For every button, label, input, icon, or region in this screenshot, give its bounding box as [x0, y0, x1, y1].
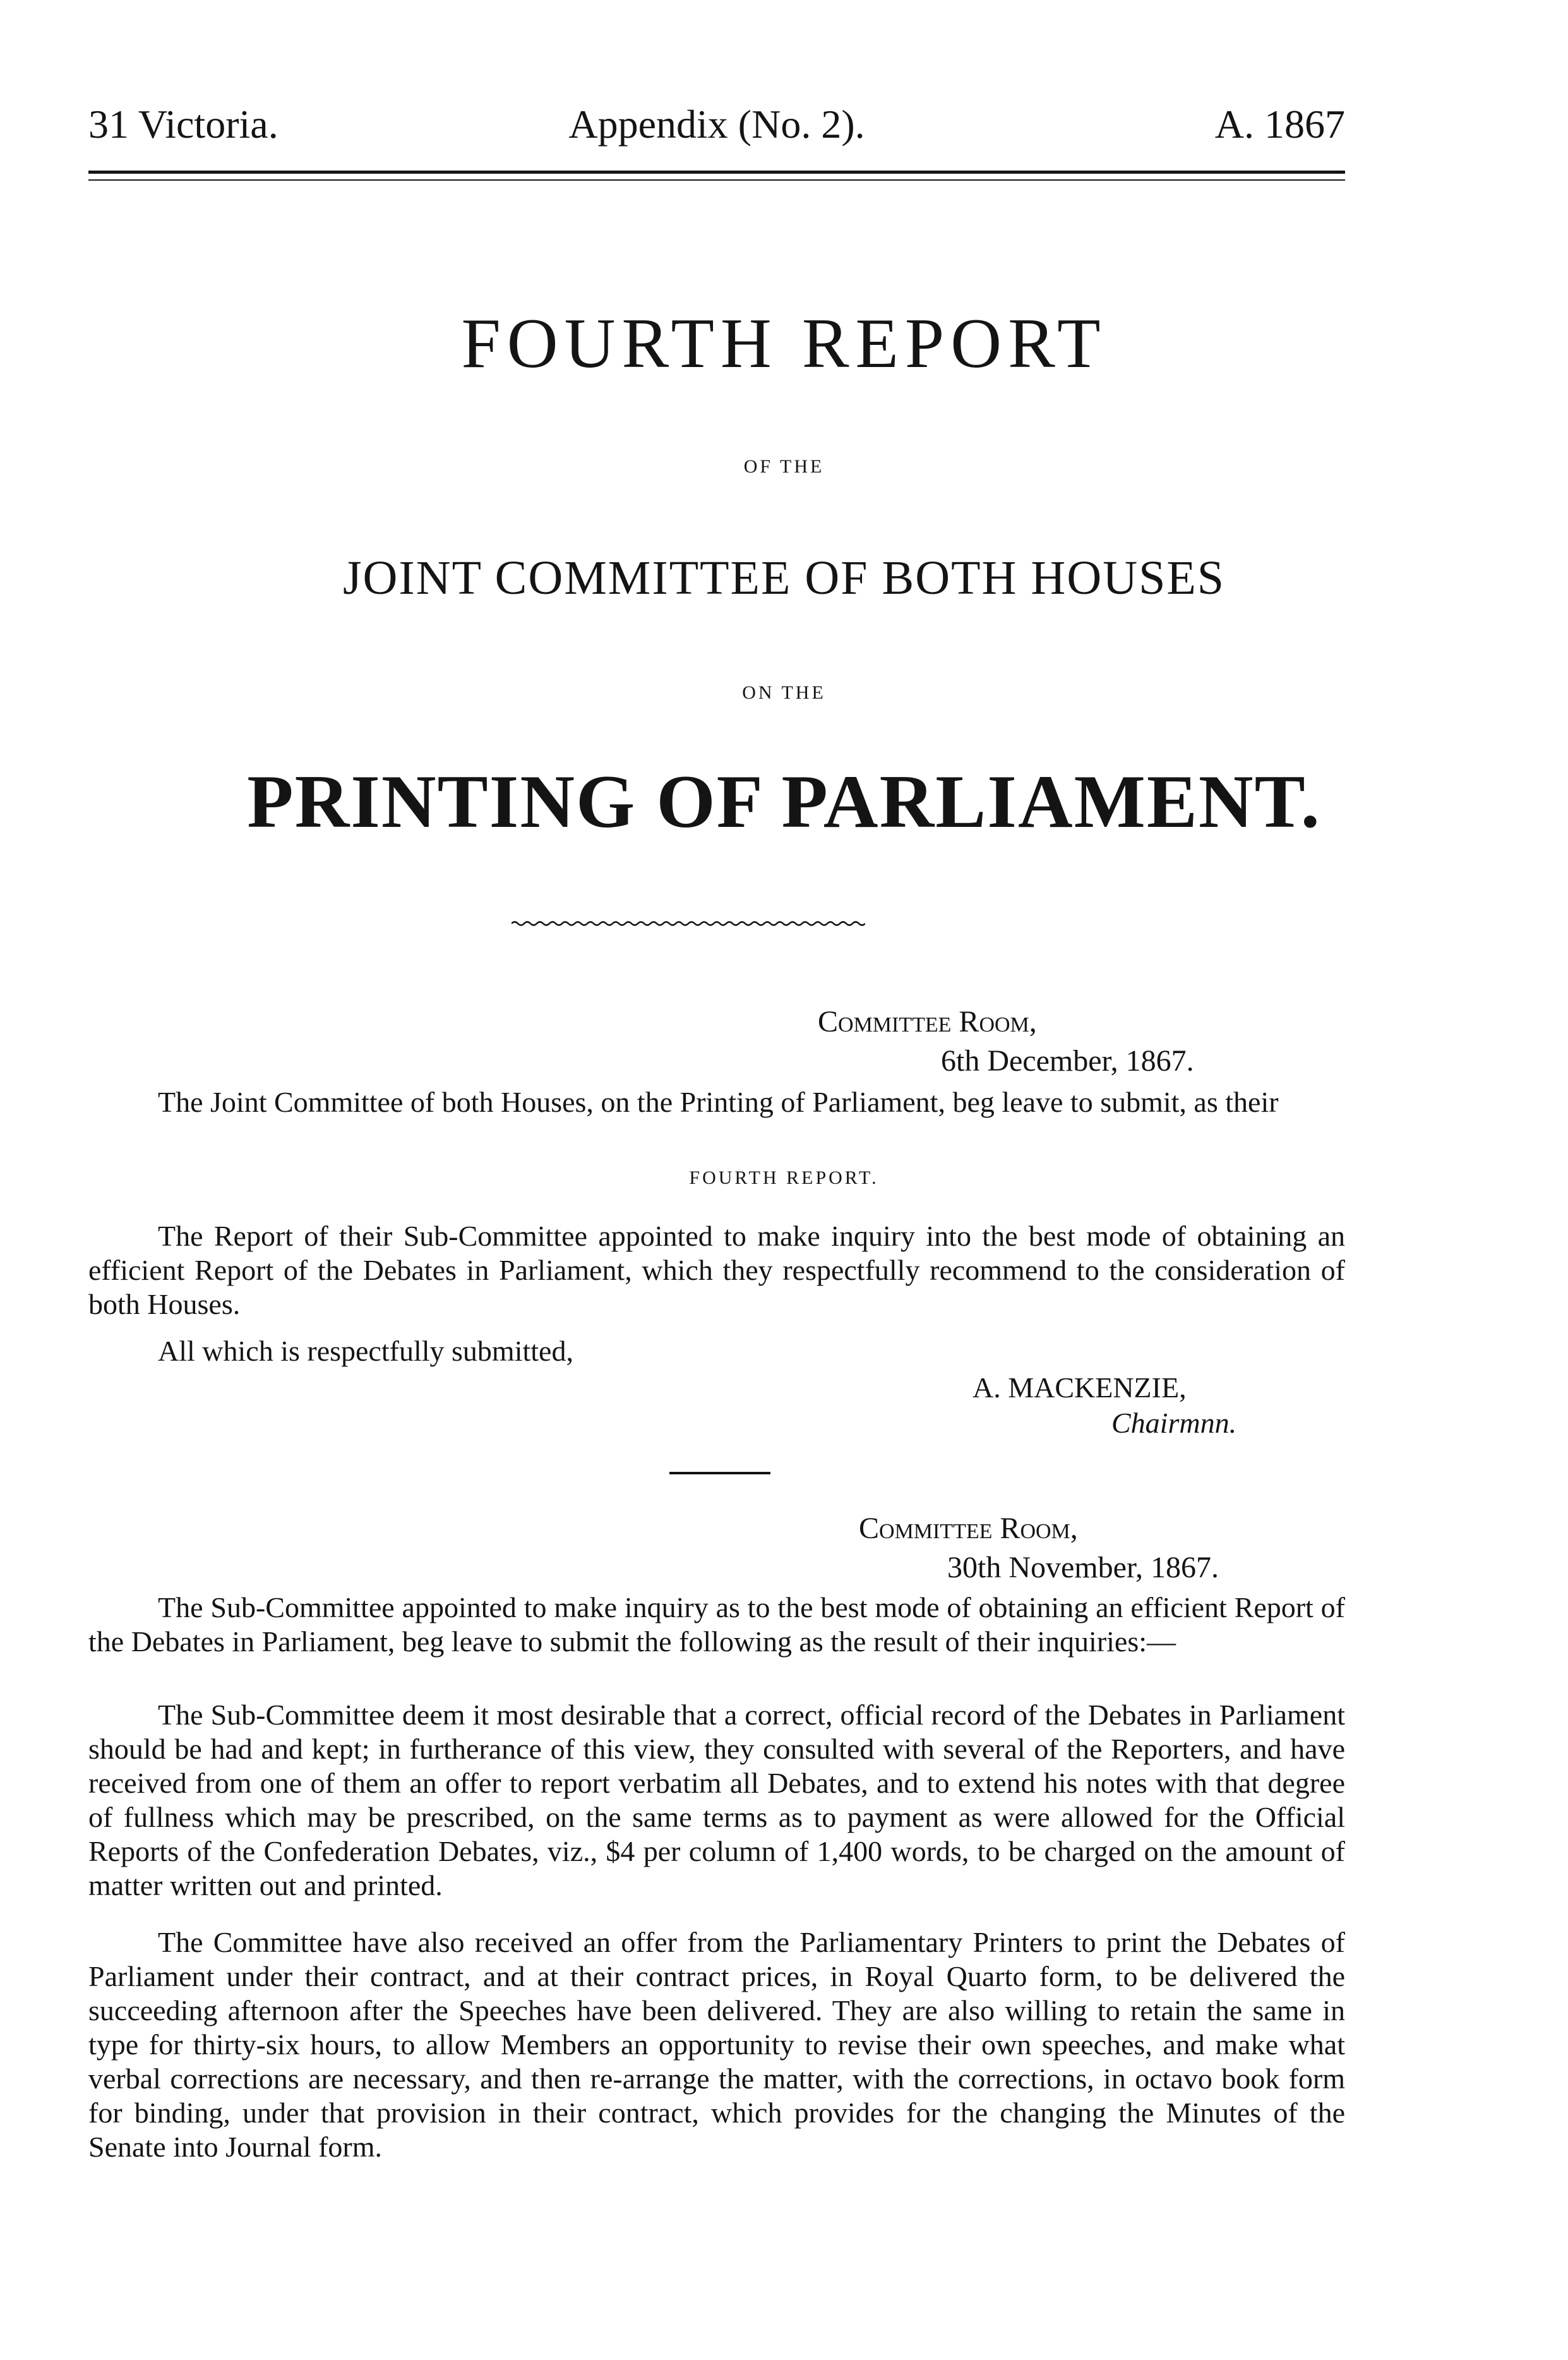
header-session: 31 Victoria.: [88, 102, 278, 147]
report2-para-2: The Committee have also received an offer from the Parliamentary Printers to print the Debates of Parliament under their contract, and at their contract prices, in Royal Quarto form, to be delivered the succeeding afternoon after the Speeches have been delivered. They are also willing to retain the same in type for thirty-six hours, to allow Members an opportunity to revise their own speeches, and make what verbal corrections are necessary, and then re-arrange the matter, with the corrections, in octavo book form for binding, under that provision in their contract, which provides for the changing the Minutes of the Senate into Journal form.: [88, 1926, 1345, 2163]
signatory-name: A. MACKENZIE,: [973, 1371, 1187, 1404]
report1-subheading: FOURTH REPORT.: [689, 1167, 879, 1188]
report1-intro: The Joint Committee of both Houses, on the Printing of Parliament, beg leave to submit, as their: [158, 1086, 1279, 1118]
ornamental-rule: [512, 919, 865, 928]
report2-date: 30th November, 1867.: [947, 1551, 1219, 1584]
header-appendix: Appendix (No. 2).: [568, 102, 865, 147]
report1-closing: All which is respectfully submitted,: [158, 1335, 573, 1367]
title-of-the: OF THE: [743, 456, 825, 477]
signatory-title: Chairmnn.: [1111, 1407, 1237, 1439]
running-header: [88, 101, 1345, 158]
report1-body: The Report of their Sub-Committee appointed to make inquiry into the best mode of obtaining an efficient Report of the Debates in Parliament, which they respectfully recommend to the consideration of both Houses.: [88, 1220, 1345, 1320]
report1-date: 6th December, 1867.: [941, 1044, 1194, 1078]
report2-intro: The Sub-Committee appointed to make inquiry as to the best mode of obtaining an efficient Report of the Debates in Parliament, beg leave to submit the following as the result of their inquiries:—: [88, 1591, 1345, 1658]
section-divider: [669, 1472, 770, 1474]
committee-title: JOINT COMMITTEE OF BOTH HOUSES: [342, 551, 1226, 605]
report-title: FOURTH REPORT: [461, 304, 1107, 383]
header-rule-thick: [88, 171, 1345, 174]
subject-title: PRINTING OF PARLIAMENT.: [247, 759, 1321, 843]
report2-place: Committee Room,: [859, 1512, 1078, 1545]
report2-para-1: The Sub-Committee deem it most desirable that a correct, official record of the Debates in Parliament should be had and kept; in furtherance of this view, they consulted with several of the Reporters, and have received from one of them an offer to report verbatim all Debates, and to extend his notes with that degree of fullness which may be prescribed, on the same terms as to payment as were allowed for the Official Reports of the Confederation Debates, viz., $4 per column of 1,400 words, to be charged on the amount of matter written out and printed.: [88, 1699, 1345, 1901]
header-year: A. 1867: [1214, 102, 1345, 147]
report1-place: Committee Room,: [818, 1005, 1037, 1039]
header-rule-thin: [88, 179, 1345, 181]
title-on-the: ON THE: [742, 682, 826, 703]
